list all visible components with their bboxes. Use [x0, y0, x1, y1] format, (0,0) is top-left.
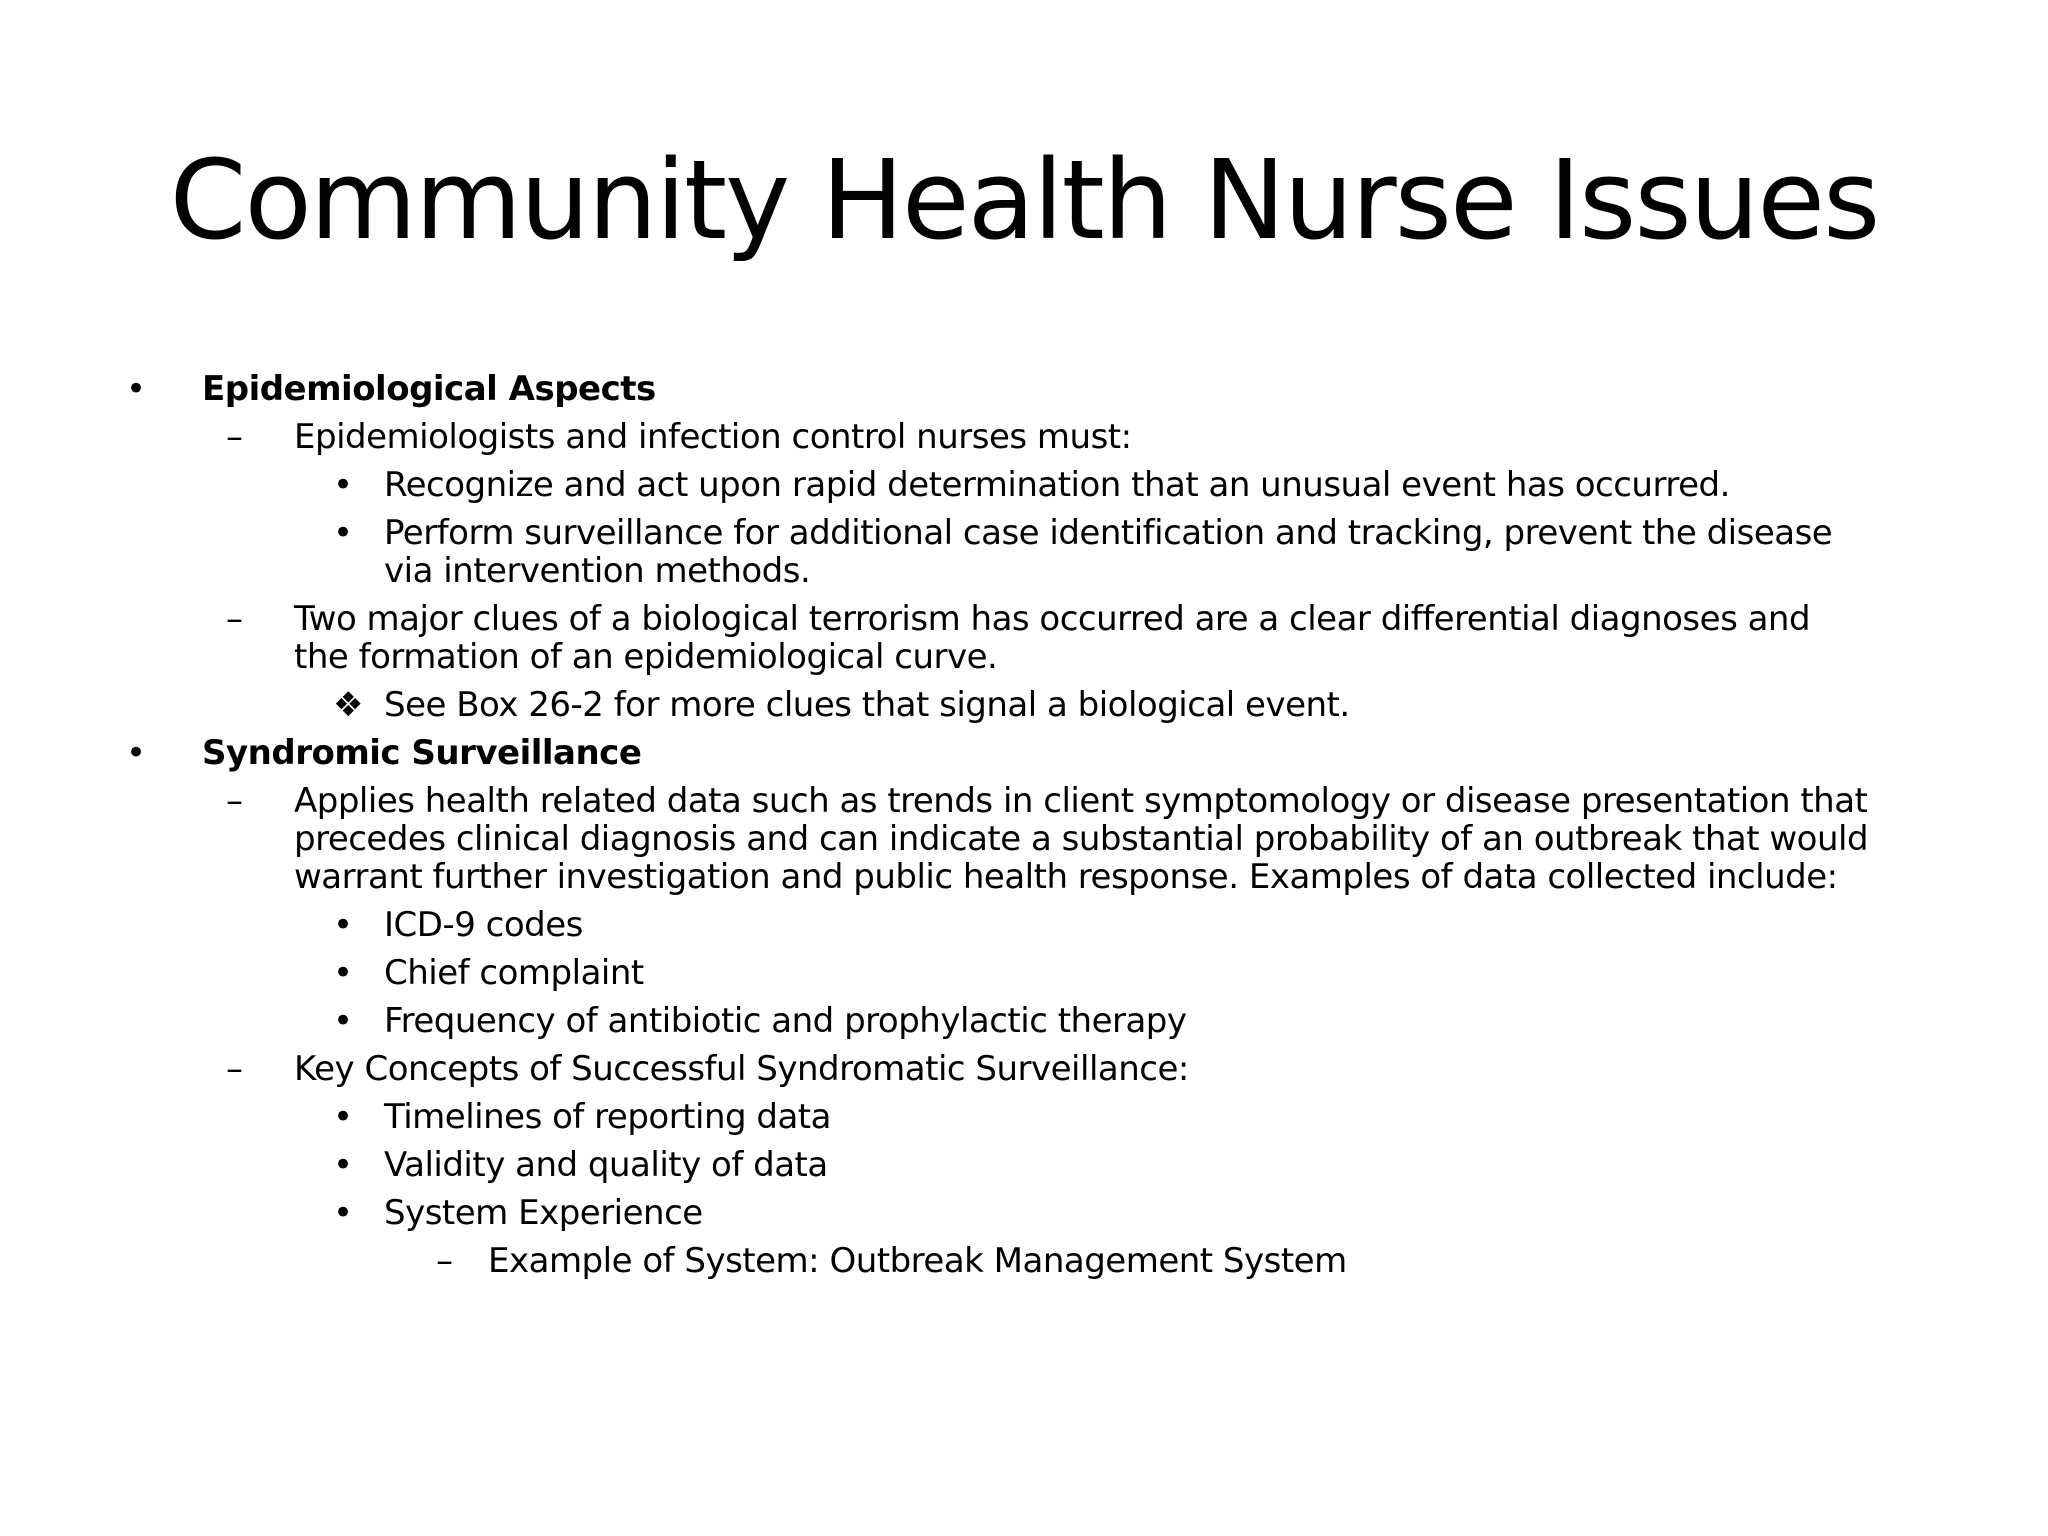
list-item-text: Epidemiologists and infection control nurses must:	[294, 417, 1132, 457]
list-item-text: Perform surveillance for additional case identification and tracking, prevent the disease via intervention methods.	[384, 513, 1833, 591]
list-item	[0, 1242, 2048, 1280]
list-item	[0, 1098, 2048, 1136]
bullet-dash-icon: –	[226, 1049, 243, 1089]
list-item	[0, 466, 2048, 504]
list-item	[0, 686, 2048, 724]
list-item	[0, 906, 2048, 944]
list-item-text: Applies health related data such as trends in client symptomology or disease presentation that precedes clinical diagnosis and can indicate a substantial probability of an outbreak that would warrant further investigation and public health response. Examples of data collected include:	[294, 781, 1869, 897]
slide-title: Community Health Nurse Issues	[169, 136, 1879, 264]
list-item-text: Chief complaint	[384, 953, 644, 993]
list-item-text: System Experience	[384, 1193, 703, 1233]
list-item	[0, 954, 2048, 992]
list-item	[0, 370, 2048, 408]
bullet-dot-icon: •	[333, 953, 353, 993]
bullet-dot-icon: •	[333, 1001, 353, 1041]
bullet-dot-icon: •	[126, 369, 146, 409]
list-item	[0, 734, 2048, 772]
bullet-dot-icon: •	[333, 1145, 353, 1185]
list-item	[0, 782, 2048, 896]
list-item	[0, 1146, 2048, 1184]
bullet-dash-icon: –	[226, 781, 243, 821]
list-item-text: Recognize and act upon rapid determination that an unusual event has occurred.	[384, 465, 1730, 505]
list-item-text: Frequency of antibiotic and prophylactic therapy	[384, 1001, 1187, 1041]
bullet-diamond-icon: ❖	[333, 685, 363, 725]
bullet-dot-icon: •	[333, 905, 353, 945]
list-item-text: ICD-9 codes	[384, 905, 583, 945]
list-item-text: Example of System: Outbreak Management System	[488, 1241, 1347, 1281]
section-heading: Epidemiological Aspects	[202, 369, 656, 409]
bullet-dot-icon: •	[333, 465, 353, 505]
list-item	[0, 1050, 2048, 1088]
list-item-text: Two major clues of a biological terrorism has occurred are a clear differential diagnoses and the formation of an epidemiological curve.	[294, 599, 1811, 677]
list-item	[0, 1002, 2048, 1040]
list-item-text: Validity and quality of data	[384, 1145, 828, 1185]
slide-body	[0, 370, 2048, 1290]
list-item-text: Timelines of reporting data	[384, 1097, 831, 1137]
list-item	[0, 1194, 2048, 1232]
bullet-dot-icon: •	[333, 1193, 353, 1233]
bullet-dash-icon: –	[436, 1241, 453, 1281]
section-heading: Syndromic Surveillance	[202, 733, 642, 773]
bullet-dot-icon: •	[333, 513, 353, 553]
bullet-dot-icon: •	[333, 1097, 353, 1137]
list-item-text: See Box 26-2 for more clues that signal a biological event.	[384, 685, 1350, 725]
list-item	[0, 600, 2048, 676]
list-item	[0, 514, 2048, 590]
list-item	[0, 418, 2048, 456]
bullet-dash-icon: –	[226, 599, 243, 639]
bullet-dash-icon: –	[226, 417, 243, 457]
bullet-dot-icon: •	[126, 733, 146, 773]
list-item-text: Key Concepts of Successful Syndromatic Surveillance:	[294, 1049, 1189, 1089]
